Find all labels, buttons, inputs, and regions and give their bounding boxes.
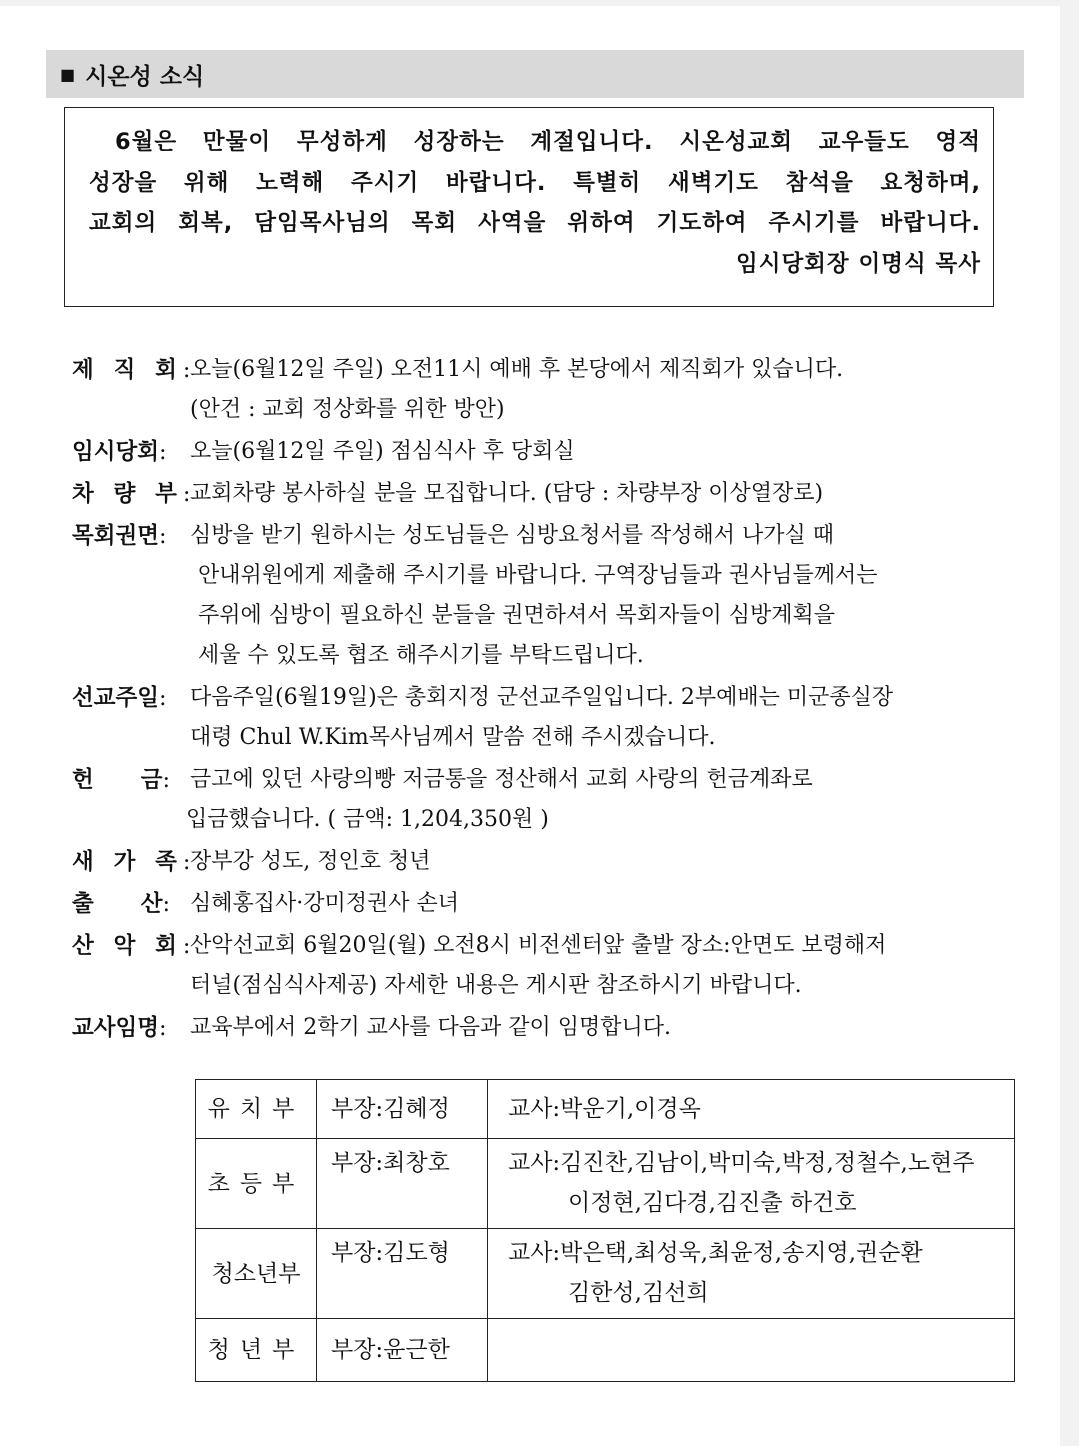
announcement-text: 교육부에서 2학기 교사를 다음과 같이 임명합니다. bbox=[190, 1015, 671, 1040]
dept-cell: 초등부 bbox=[196, 1139, 317, 1229]
head-cell: 부장:최창호 bbox=[317, 1139, 488, 1229]
head-cell: 부장:윤근한 bbox=[317, 1319, 488, 1382]
staff-cell: 교사:박은택,최성욱,최윤정,송지영,권순환 김한성,김선희 bbox=[488, 1229, 1015, 1319]
announcement-item: 새 가 족: 장부강 성도, 정인호 청년 bbox=[72, 842, 1022, 882]
announcement-text: 터널(점심식사제공) 자세한 내용은 게시판 참조하시기 바랍니다. bbox=[190, 973, 802, 998]
announcement-text: 심혜홍집사·강미정권사 손녀 bbox=[190, 891, 460, 916]
square-bullet-icon: ■ bbox=[60, 64, 76, 84]
announcement-item: 헌 금: 금고에 있던 사랑의빵 저금통을 정산해서 교회 사랑의 헌금계좌로 입금했습니다. ( 금액: 1,204,350원 ) bbox=[72, 760, 1022, 840]
announcement-item: 선교주일: 다음주일(6월19일)은 총회지정 군선교주일입니다. 2부예배는 미군종실장 대령 Chul W.Kim목사님께서 말씀 전해 주시겠습니다. bbox=[72, 678, 1022, 758]
announcement-item: 교사임명: 교육부에서 2학기 교사를 다음과 같이 임명합니다. bbox=[72, 1008, 1022, 1048]
announcement-label: 산 악 회 bbox=[72, 933, 183, 959]
teacher-assignment-table bbox=[195, 1079, 1015, 1382]
staff-cell: 교사:김진찬,김남이,박미숙,박정,정철수,노현주 이정현,김다경,김진출 하건호 bbox=[488, 1139, 1015, 1229]
announcement-list bbox=[72, 350, 1022, 1048]
staff-cell: 교사:박운기,이경옥 bbox=[488, 1080, 1015, 1139]
bulletin-page bbox=[0, 6, 1060, 1446]
announcement-label: 임시당회 bbox=[72, 439, 159, 465]
announcement-label: 헌 금 bbox=[72, 767, 163, 793]
announcement-text: 오늘(6월12일 주일) 점심식사 후 당회실 bbox=[190, 439, 575, 464]
head-cell: 부장:김혜정 bbox=[317, 1080, 488, 1139]
table-row bbox=[196, 1319, 1015, 1382]
head-cell: 부장:김도형 bbox=[317, 1229, 488, 1319]
dept-cell: 청년부 bbox=[196, 1319, 317, 1382]
section-title: 시온성 소식 bbox=[85, 63, 205, 90]
announcement-item: 임시당회: 오늘(6월12일 주일) 점심식사 후 당회실 bbox=[72, 432, 1022, 472]
notice-line: 교회의 회복, 담임목사님의 목회 사역을 위하여 기도하여 주시기를 바랍니다. bbox=[89, 210, 981, 236]
announcement-text: 교회차량 봉사하실 분을 모집합니다. (담당 : 차량부장 이상열장로) bbox=[190, 481, 824, 506]
announcement-label: 교사임명 bbox=[72, 1015, 159, 1041]
announcement-label: 출 산 bbox=[72, 891, 163, 917]
announcement-text: 심방을 받기 원하시는 성도님들은 심방요청서를 작성해서 나가실 때 bbox=[190, 523, 835, 548]
notice-signature: 임시당회장 이명식 목사 bbox=[735, 250, 981, 277]
announcement-item: 출 산: 심혜홍집사·강미정권사 손녀 bbox=[72, 884, 1022, 924]
announcement-text: 세울 수 있도록 협조 해주시기를 부탁드립니다. bbox=[198, 643, 644, 668]
announcement-label: 새 가 족 bbox=[72, 849, 183, 875]
announcement-label: 목회권면 bbox=[72, 523, 159, 549]
announcement-text: 금고에 있던 사랑의빵 저금통을 정산해서 교회 사랑의 헌금계좌로 bbox=[190, 767, 813, 792]
announcement-item: 산 악 회: 산악선교회 6월20일(월) 오전8시 비전센터앞 출발 장소:안면도 보령해저 터널(점심식사제공) 자세한 내용은 게시판 참조하시기 바랍니다. bbox=[72, 926, 1022, 1006]
announcement-text: 대령 Chul W.Kim목사님께서 말씀 전해 주시겠습니다. bbox=[190, 725, 716, 750]
announcement-item: 제 직 회: 오늘(6월12일 주일) 오전11시 예배 후 본당에서 제직회가 있습니다. (안건 : 교회 정상화를 위한 방안) bbox=[72, 350, 1022, 430]
section-header bbox=[46, 50, 1024, 98]
announcement-text: 안내위원에게 제출해 주시기를 바랍니다. 구역장님들과 권사님들께서는 bbox=[198, 563, 878, 588]
announcement-label: 선교주일 bbox=[72, 685, 159, 711]
announcement-item: 목회권면: 심방을 받기 원하시는 성도님들은 심방요청서를 작성해서 나가실 때 안내위원에게 제출해 주시기를 바랍니다. 구역장님들과 권사님들께서는 주위에 심방이 필요하신 분들을 권면하셔서 목회자들이 심방계획을 세울 수 있도록 협조 해주시기를 부탁드립니다. bbox=[72, 516, 1022, 676]
announcement-text: 입금했습니다. ( 금액: 1,204,350원 ) bbox=[186, 807, 549, 832]
table-row bbox=[196, 1139, 1015, 1229]
table-row bbox=[196, 1229, 1015, 1319]
announcement-text: 주위에 심방이 필요하신 분들을 권면하셔서 목회자들이 심방계획을 bbox=[198, 603, 836, 628]
dept-cell: 유치부 bbox=[196, 1080, 317, 1139]
announcement-text: (안건 : 교회 정상화를 위한 방안) bbox=[190, 397, 505, 422]
announcement-item: 차 량 부: 교회차량 봉사하실 분을 모집합니다. (담당 : 차량부장 이상열장로) bbox=[72, 474, 1022, 514]
pastor-notice-box bbox=[64, 107, 994, 307]
announcement-text: 다음주일(6월19일)은 총회지정 군선교주일입니다. 2부예배는 미군종실장 bbox=[190, 685, 894, 710]
dept-cell: 청소년부 bbox=[196, 1229, 317, 1319]
notice-line: 성장을 위해 노력해 주시기 바랍니다. 특별히 새벽기도 참석을 요청하며, bbox=[89, 169, 981, 196]
announcement-text: 산악선교회 6월20일(월) 오전8시 비전센터앞 출발 장소:안면도 보령해저 bbox=[190, 933, 887, 958]
table-row bbox=[196, 1080, 1015, 1139]
announcement-text: 장부강 성도, 정인호 청년 bbox=[190, 849, 431, 874]
announcement-label: 차 량 부 bbox=[72, 481, 183, 507]
announcement-label: 제 직 회 bbox=[72, 357, 183, 383]
announcement-text: 오늘(6월12일 주일) 오전11시 예배 후 본당에서 제직회가 있습니다. bbox=[190, 357, 844, 382]
notice-line: 6월은 만물이 무성하게 성장하는 계절입니다. 시온성교회 교우들도 영적 bbox=[115, 129, 981, 155]
staff-cell bbox=[488, 1319, 1015, 1382]
